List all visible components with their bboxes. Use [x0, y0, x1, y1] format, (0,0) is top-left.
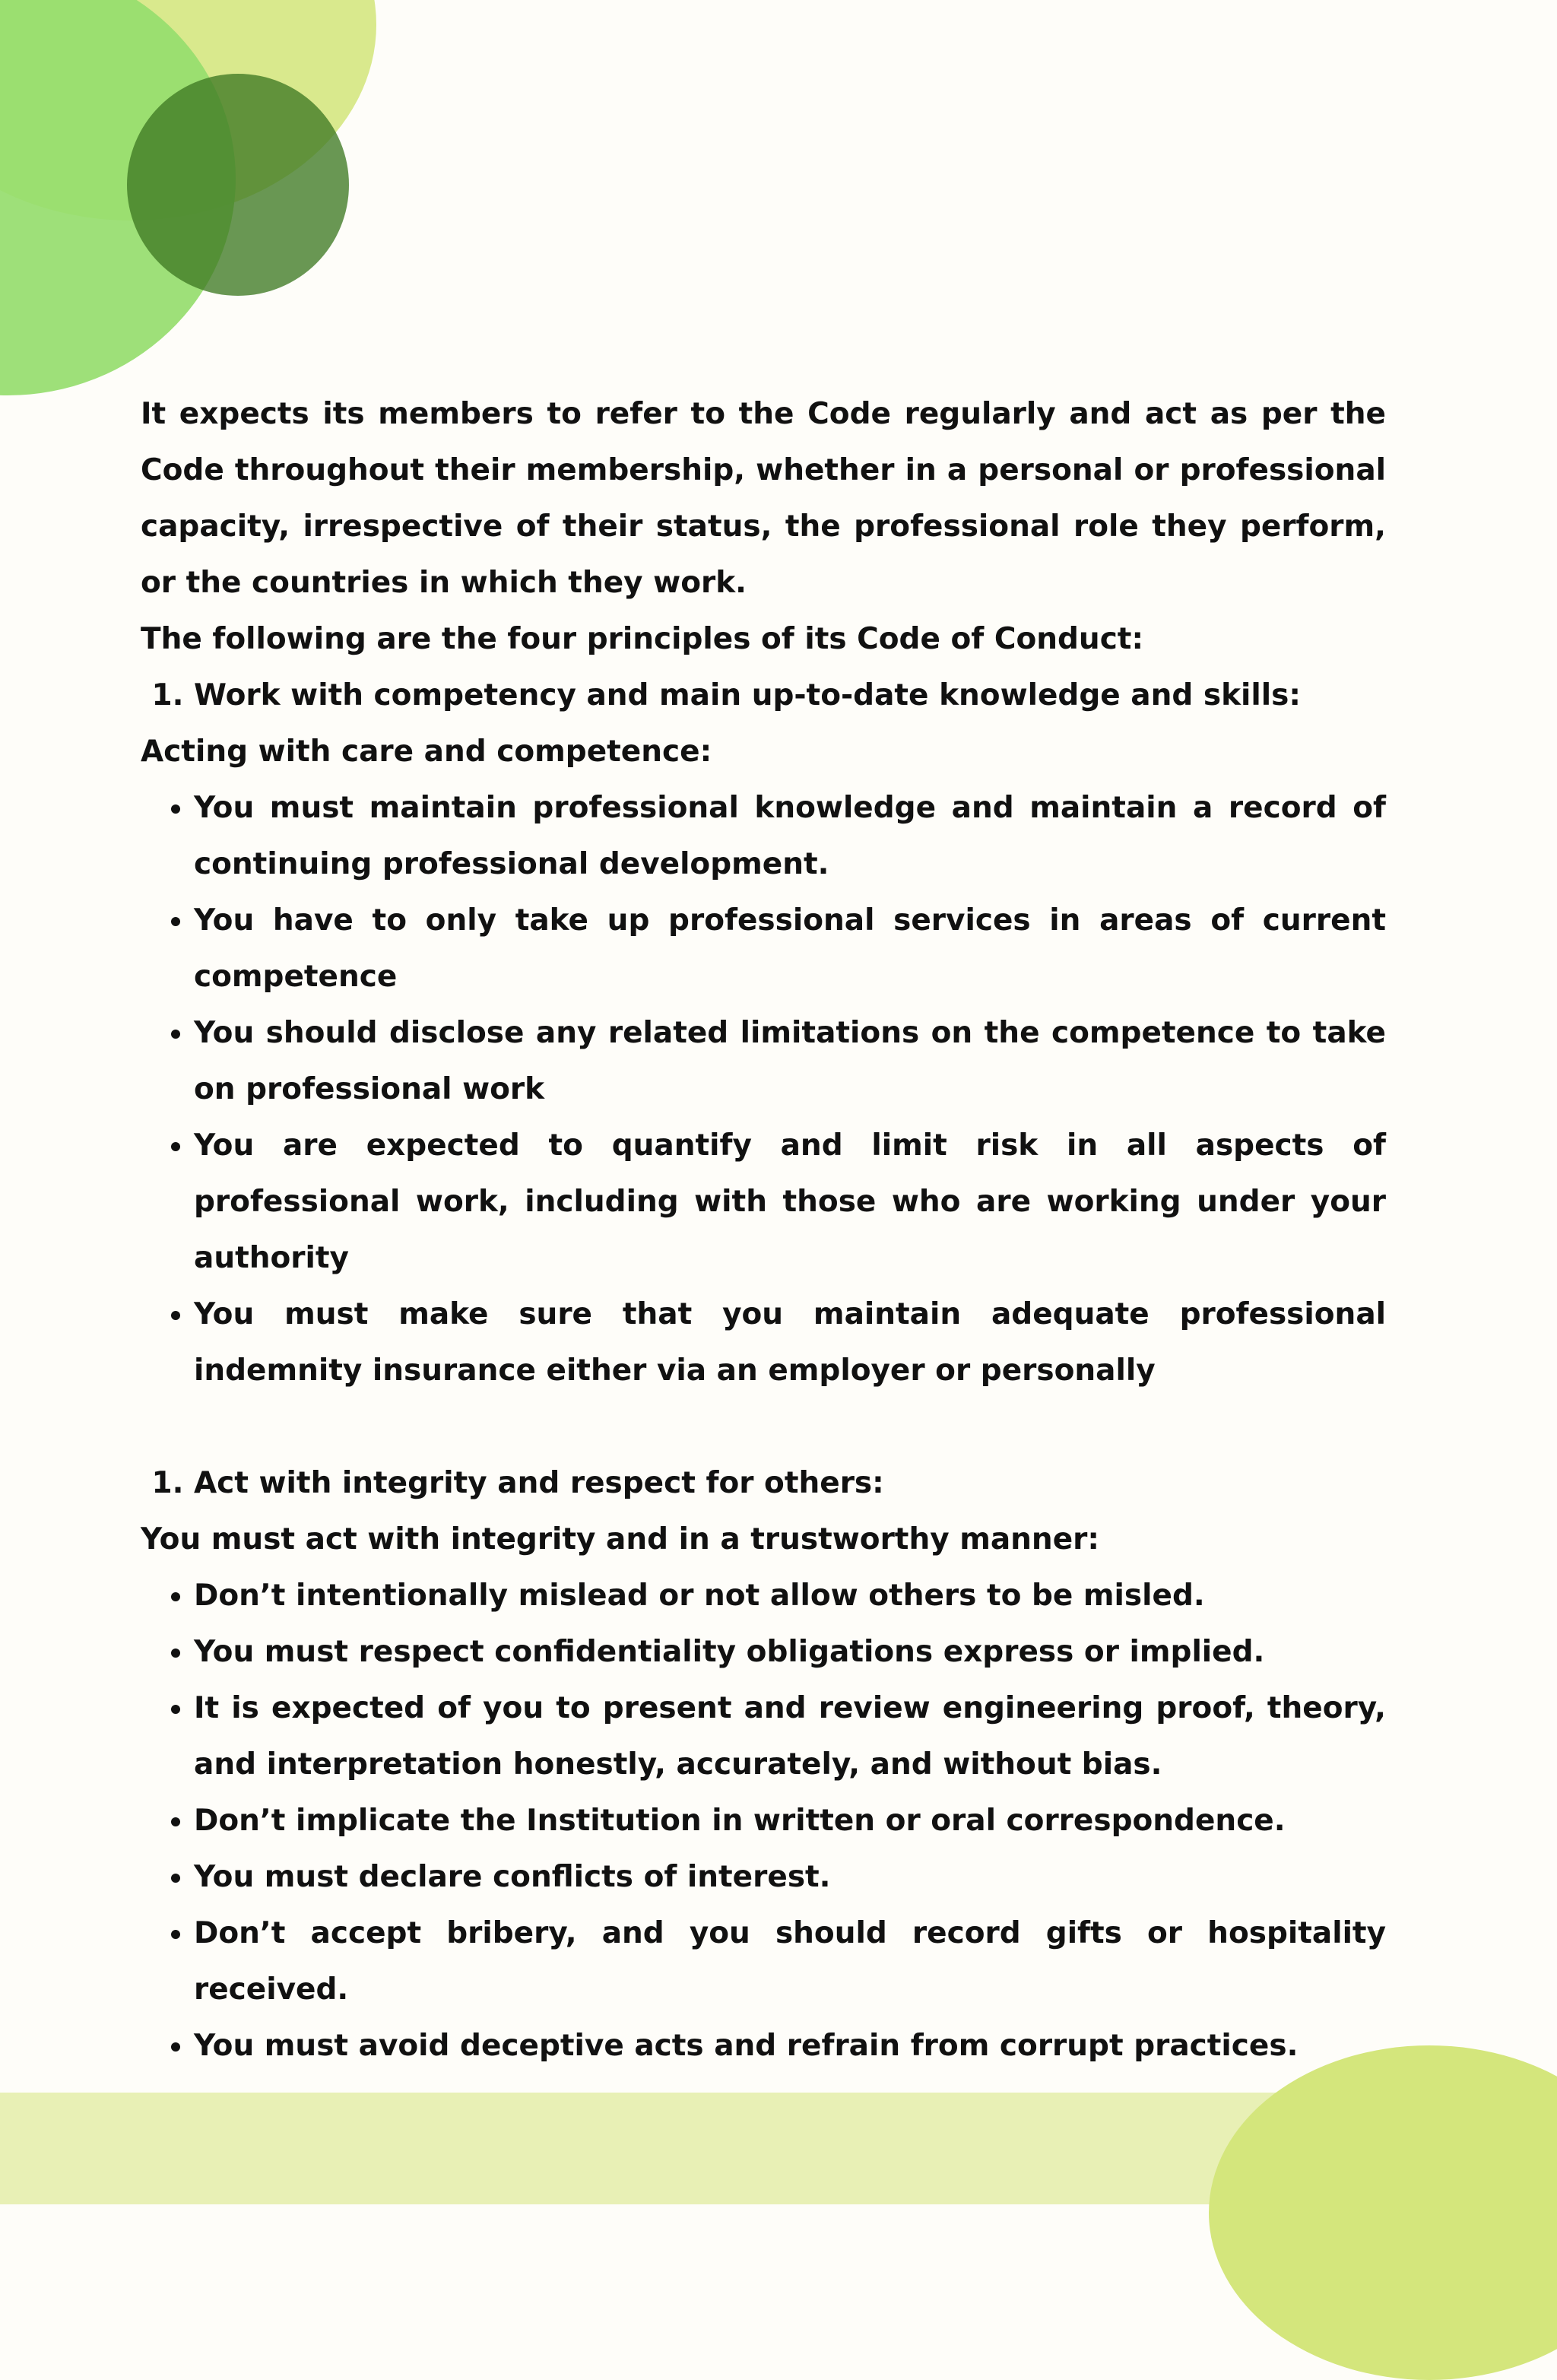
section-1-heading: 1. Work with competency and main up-to-date knowledge and skills:: [194, 668, 1386, 724]
decorative-circle-dark-green: [127, 74, 349, 296]
list-item: • You have to only take up professional services in areas of current competence: [194, 893, 1386, 1005]
document-body: [141, 386, 1386, 2074]
list-item: • You must avoid deceptive acts and refrain from corrupt practices.: [194, 2018, 1386, 2074]
section-spacer: [141, 1399, 1386, 1455]
list-item: • Don’t implicate the Institution in written or oral correspondence.: [194, 1793, 1386, 1849]
section-2-heading-list: [141, 1455, 1386, 1512]
list-item: • You must maintain professional knowledge and maintain a record of continuing professional development.: [194, 780, 1386, 893]
list-item: • You must respect confidentiality obligations express or implied.: [194, 1624, 1386, 1680]
list-item: • You must declare conflicts of interest.: [194, 1849, 1386, 1906]
list-item: • You are expected to quantify and limit risk in all aspects of professional work, including with those who are working under your authority: [194, 1118, 1386, 1287]
list-item: • Don’t accept bribery, and you should record gifts or hospitality received.: [194, 1906, 1386, 2018]
list-item: • Don’t intentionally mislead or not allow others to be misled.: [194, 1568, 1386, 1624]
section-1-bullets: [141, 780, 1386, 1399]
list-item: • It is expected of you to present and review engineering proof, theory, and interpretation honestly, accurately, and without bias.: [194, 1680, 1386, 1793]
section-1-subheading: Acting with care and competence:: [141, 735, 712, 769]
section-2-subheading: You must act with integrity and in a trustworthy manner:: [141, 1522, 1099, 1557]
section-2-heading: 1. Act with integrity and respect for others:: [194, 1455, 1386, 1512]
list-item: • You should disclose any related limitations on the competence to take on professional work: [194, 1005, 1386, 1118]
intro-paragraph: It expects its members to refer to the Code regularly and act as per the Code throughout their membership, whether in a personal or professional capacity, irrespective of their status, the professional role they perform, or the countries in which they work.: [141, 397, 1386, 600]
section-2-bullets: [141, 1568, 1386, 2074]
section-1-heading-list: [141, 668, 1386, 724]
list-item: • You must make sure that you maintain adequate professional indemnity insurance either via an employer or personally: [194, 1287, 1386, 1399]
principles-lead: The following are the four principles of its Code of Conduct:: [141, 622, 1144, 656]
